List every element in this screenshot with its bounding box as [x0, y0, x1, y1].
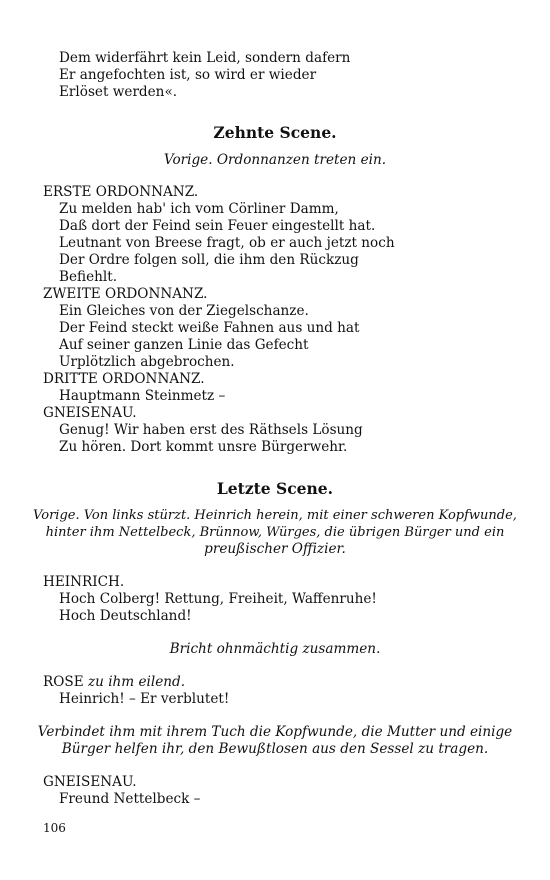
speaker-name: ROSE	[43, 674, 84, 690]
verse-line: Der Feind steckt weiße Fahnen aus und hat	[59, 320, 360, 336]
verse-line: Zu melden hab' ich vom Cörliner Damm,	[59, 201, 339, 217]
verse-line: Der Ordre folgen soll, die ihm den Rückzug	[59, 252, 359, 268]
speaker-direction: zu ihm eilend.	[87, 674, 186, 690]
stage-direction: Verbindet ihm mit ihrem Tuch die Kopfwunde, die Mutter und einige	[37, 724, 513, 740]
verse-line: Auf seiner ganzen Linie das Gefecht	[59, 337, 309, 353]
verse-line: Erlöset werden«.	[59, 84, 178, 100]
speaker-name: GNEISENAU.	[43, 774, 137, 790]
verse-line: Genug! Wir haben erst des Räthsels Lösung	[59, 422, 363, 438]
speaker-name: DRITTE ORDONNANZ.	[43, 371, 205, 387]
verse-line: Heinrich! – Er verblutet!	[59, 691, 230, 707]
scene-title: Zehnte Scene.	[213, 123, 337, 142]
verse-line: Zu hören. Dort kommt unsre Bürgerwehr.	[59, 439, 348, 455]
scene-title: Letzte Scene.	[216, 479, 334, 498]
stage-direction: hinter ihm Nettelbeck, Brünnow, Würges, die übrigen Bürger und ein	[45, 525, 505, 540]
verse-line: Leutnant von Breese fragt, ob er auch jetzt noch	[59, 235, 395, 251]
stage-direction: Vorige. Ordonnanzen treten ein.	[163, 152, 387, 168]
speaker-name: HEINRICH.	[43, 574, 125, 590]
stage-direction: Bürger helfen ihr, den Bewußtlosen aus den Sessel zu tragen.	[61, 741, 489, 757]
stage-direction: preußischer Offizier.	[204, 541, 346, 557]
stage-direction: Bricht ohnmächtig zusammen.	[169, 641, 381, 657]
verse-line: Urplötzlich abgebrochen.	[59, 354, 235, 370]
page-number: 106	[43, 821, 66, 835]
verse-line: Hoch Deutschland!	[59, 608, 192, 624]
verse-line: Daß dort der Feind sein Feuer eingestellt hat.	[59, 218, 376, 234]
speaker-name: GNEISENAU.	[43, 405, 137, 421]
verse-line: Hauptmann Steinmetz –	[59, 388, 226, 404]
verse-line: Dem widerfährt kein Leid, sondern dafern	[59, 50, 351, 66]
verse-line: Ein Gleiches von der Ziegelschanze.	[59, 303, 309, 319]
verse-line: Er angefochten ist, so wird er wieder	[59, 67, 317, 83]
verse-line: Freund Nettelbeck –	[59, 791, 201, 807]
verse-line: Befiehlt.	[59, 269, 118, 285]
speaker-name: ERSTE ORDONNANZ.	[43, 184, 199, 200]
speaker-line	[43, 674, 185, 691]
speaker-name: ZWEITE ORDONNANZ.	[43, 286, 208, 302]
verse-line: Hoch Colberg! Rettung, Freiheit, Waffenruhe!	[59, 591, 377, 607]
stage-direction: Vorige. Von links stürzt. Heinrich herein, mit einer schweren Kopfwunde,	[33, 508, 517, 523]
